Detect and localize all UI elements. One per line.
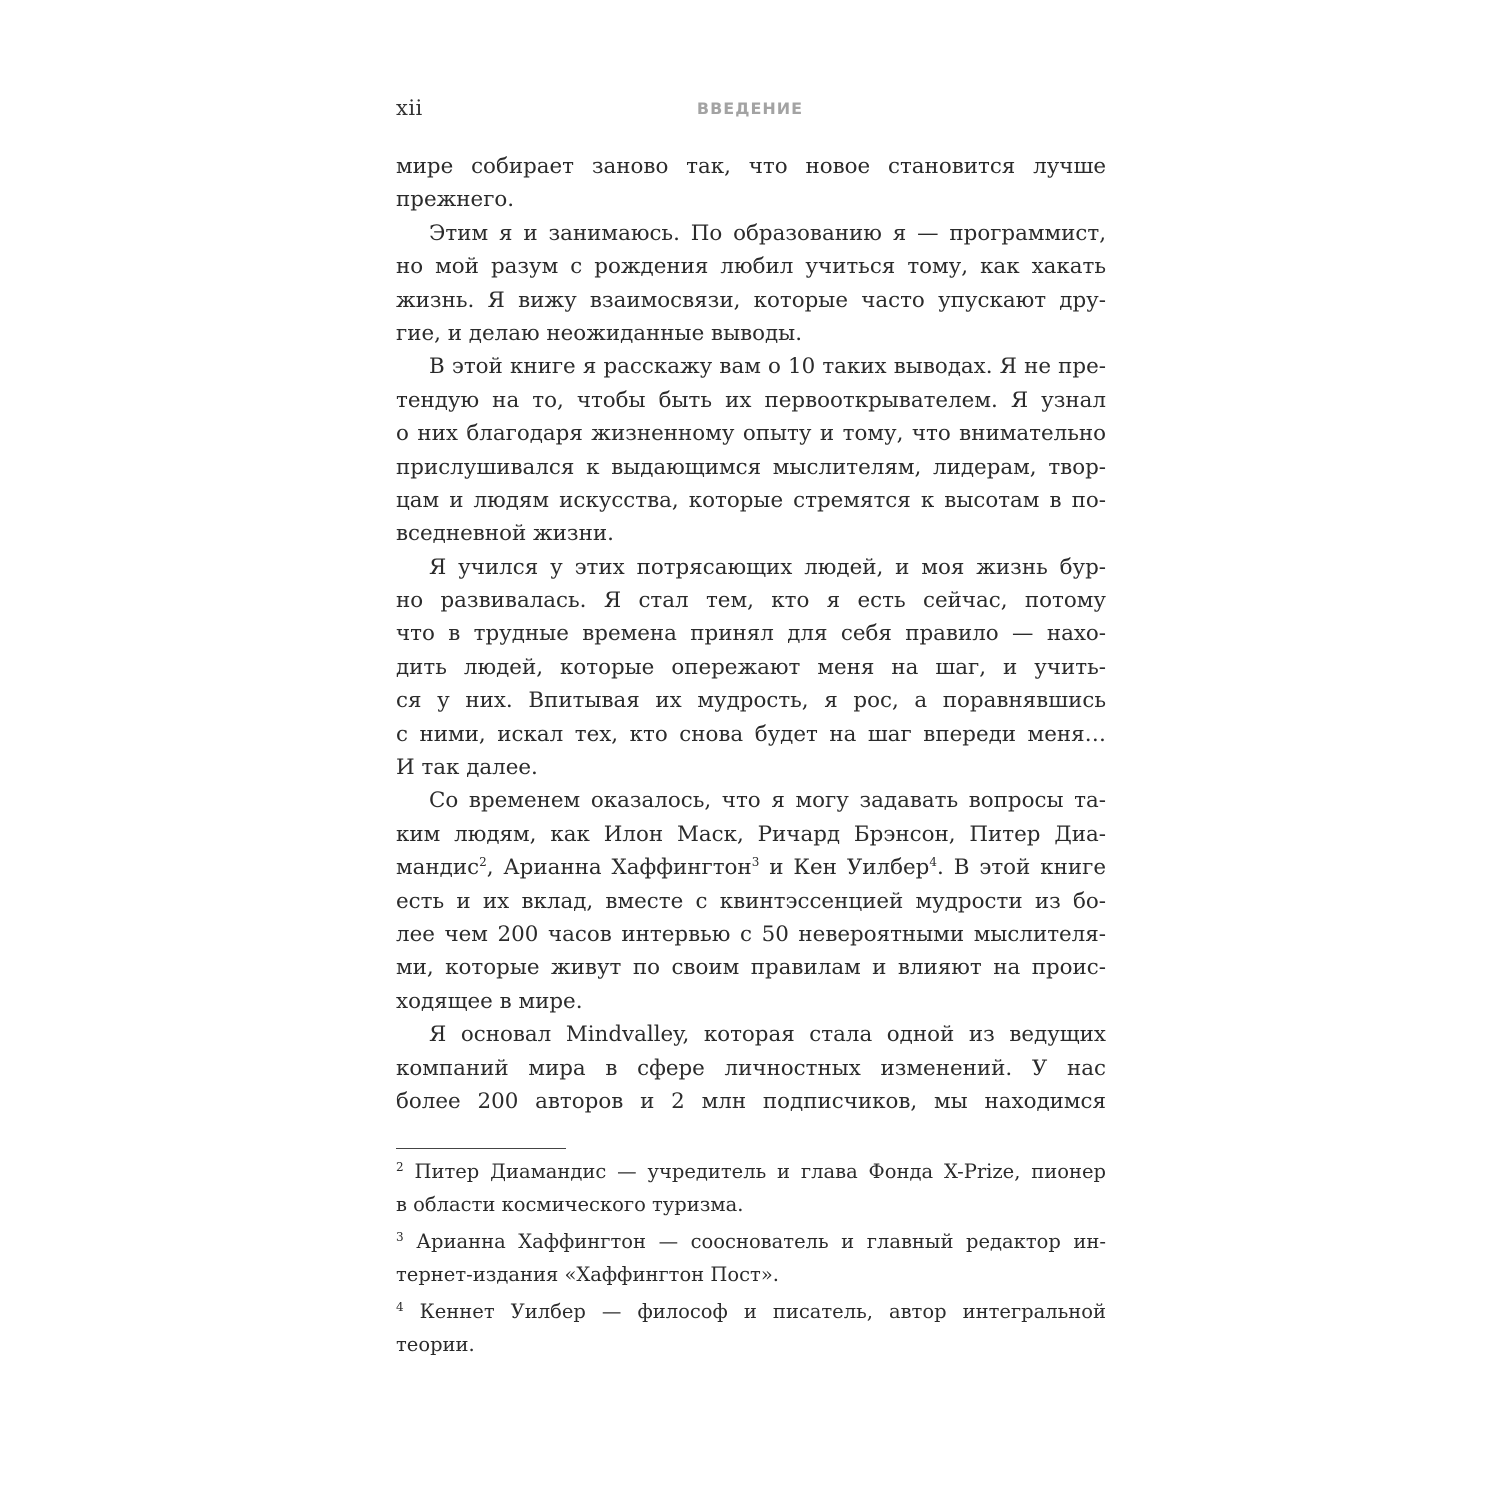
text-line: И так далее. [396, 755, 538, 781]
text-line: В этой книге я расскажу вам о 10 таких выводах. Я не пре- [429, 354, 1106, 380]
text-line: тендую на то, чтобы быть их первооткрывателем. Я узнал [396, 387, 1106, 413]
text-line: вседневной жизни. [396, 521, 614, 547]
footnote-ref[interactable]: 2 [479, 855, 487, 870]
text-line: дить людей, которые опережают меня на шаг, и учить- [396, 654, 1106, 680]
footnote-4 [396, 1295, 1106, 1361]
running-head: ВВЕДЕНИЕ [696, 99, 804, 118]
footnote-line [396, 1225, 1106, 1258]
footnote-mark: 4 [396, 1300, 404, 1314]
footnote-text: Кеннет Уилбер — философ и писатель, автор интегральной [403, 1300, 1106, 1323]
footnote-mark: 3 [396, 1230, 404, 1244]
footnote-text: Арианна Хаффингтон — сооснователь и главный редактор ин- [403, 1230, 1106, 1253]
footnote-ref[interactable]: 3 [751, 855, 760, 870]
text-line: ким людям, как Илон Маск, Ричард Брэнсон, Питер Диа- [396, 821, 1106, 847]
footnote-divider [396, 1148, 566, 1149]
footnote-text: Питер Диамандис — учредитель и глава Фонда X-Prize, пионер [403, 1160, 1106, 1183]
text-line: прежнего. [396, 187, 515, 213]
footnote-mark: 2 [396, 1160, 404, 1174]
text-line: но мой разум с рождения любил учиться тому, как хакать [396, 254, 1106, 280]
footnote-line: тернет-издания «Хаффингтон Пост». [396, 1263, 779, 1286]
text-line: цам и людям искусства, которые стремятся к высотам в по- [396, 487, 1106, 513]
text-line: Со временем оказалось, что я могу задавать вопросы та- [429, 788, 1106, 814]
text-line: ходящее в мире. [396, 988, 583, 1014]
text-line: Я учился у этих потрясающих людей, и моя жизнь бур- [429, 554, 1106, 580]
text-line: с ними, искал тех, кто снова будет на шаг впереди меня… [396, 721, 1106, 747]
text-fragment: и Кен Уилбер [759, 855, 930, 881]
text-line: о них благодаря жизненному опыту и тому, что внимательно [396, 421, 1106, 447]
text-line: но развивалась. Я стал тем, кто я есть сейчас, потому [396, 588, 1106, 614]
text-line: прислушивался к выдающимся мыслителям, лидерам, твор- [396, 454, 1106, 480]
text-line: ся у них. Впитывая их мудрость, я рос, а поравнявшись [396, 688, 1106, 714]
footnote-ref[interactable]: 4 [929, 855, 937, 870]
footnote-line [396, 1295, 1106, 1328]
text-line: есть и их вклад, вместе с квинтэссенцией мудрости из бо- [396, 888, 1106, 914]
footnote-3 [396, 1225, 1106, 1291]
text-line: более 200 авторов и 2 млн подписчиков, мы находимся [396, 1088, 1106, 1114]
text-line: лее чем 200 часов интервью с 50 невероятными мыслителя- [396, 921, 1106, 947]
text-line: что в трудные времена принял для себя правило — нахо- [396, 621, 1106, 647]
main-text [396, 150, 1106, 1118]
text-line: мире собирает заново так, что новое становится лучше [396, 154, 1106, 179]
footnote-line: теории. [396, 1333, 475, 1356]
text-line: жизнь. Я вижу взаимосвязи, которые часто упускают дру- [396, 287, 1106, 313]
text-line: ми, которые живут по своим правилам и влияют на проис- [396, 955, 1106, 981]
footnotes [396, 1155, 1106, 1365]
page-number: xii [396, 96, 423, 120]
text-line: Этим я и занимаюсь. По образованию я — программист, [429, 220, 1106, 246]
footnote-line: в области космического туризма. [396, 1193, 744, 1216]
text-line: гие, и делаю неожиданные выводы. [396, 320, 803, 346]
text-fragment: . В этой книге [937, 855, 1106, 881]
footnote-2 [396, 1155, 1106, 1221]
text-fragment: мандис [396, 855, 480, 881]
text-line-with-footnote-refs [396, 851, 1106, 884]
text-line: Я основал Mindvalley, которая стала одной из ведущих [429, 1022, 1106, 1048]
text-line: компаний мира в сфере личностных изменений. У нас [396, 1055, 1106, 1081]
text-fragment: , Арианна Хаффингтон [486, 855, 752, 881]
footnote-line [396, 1155, 1106, 1188]
